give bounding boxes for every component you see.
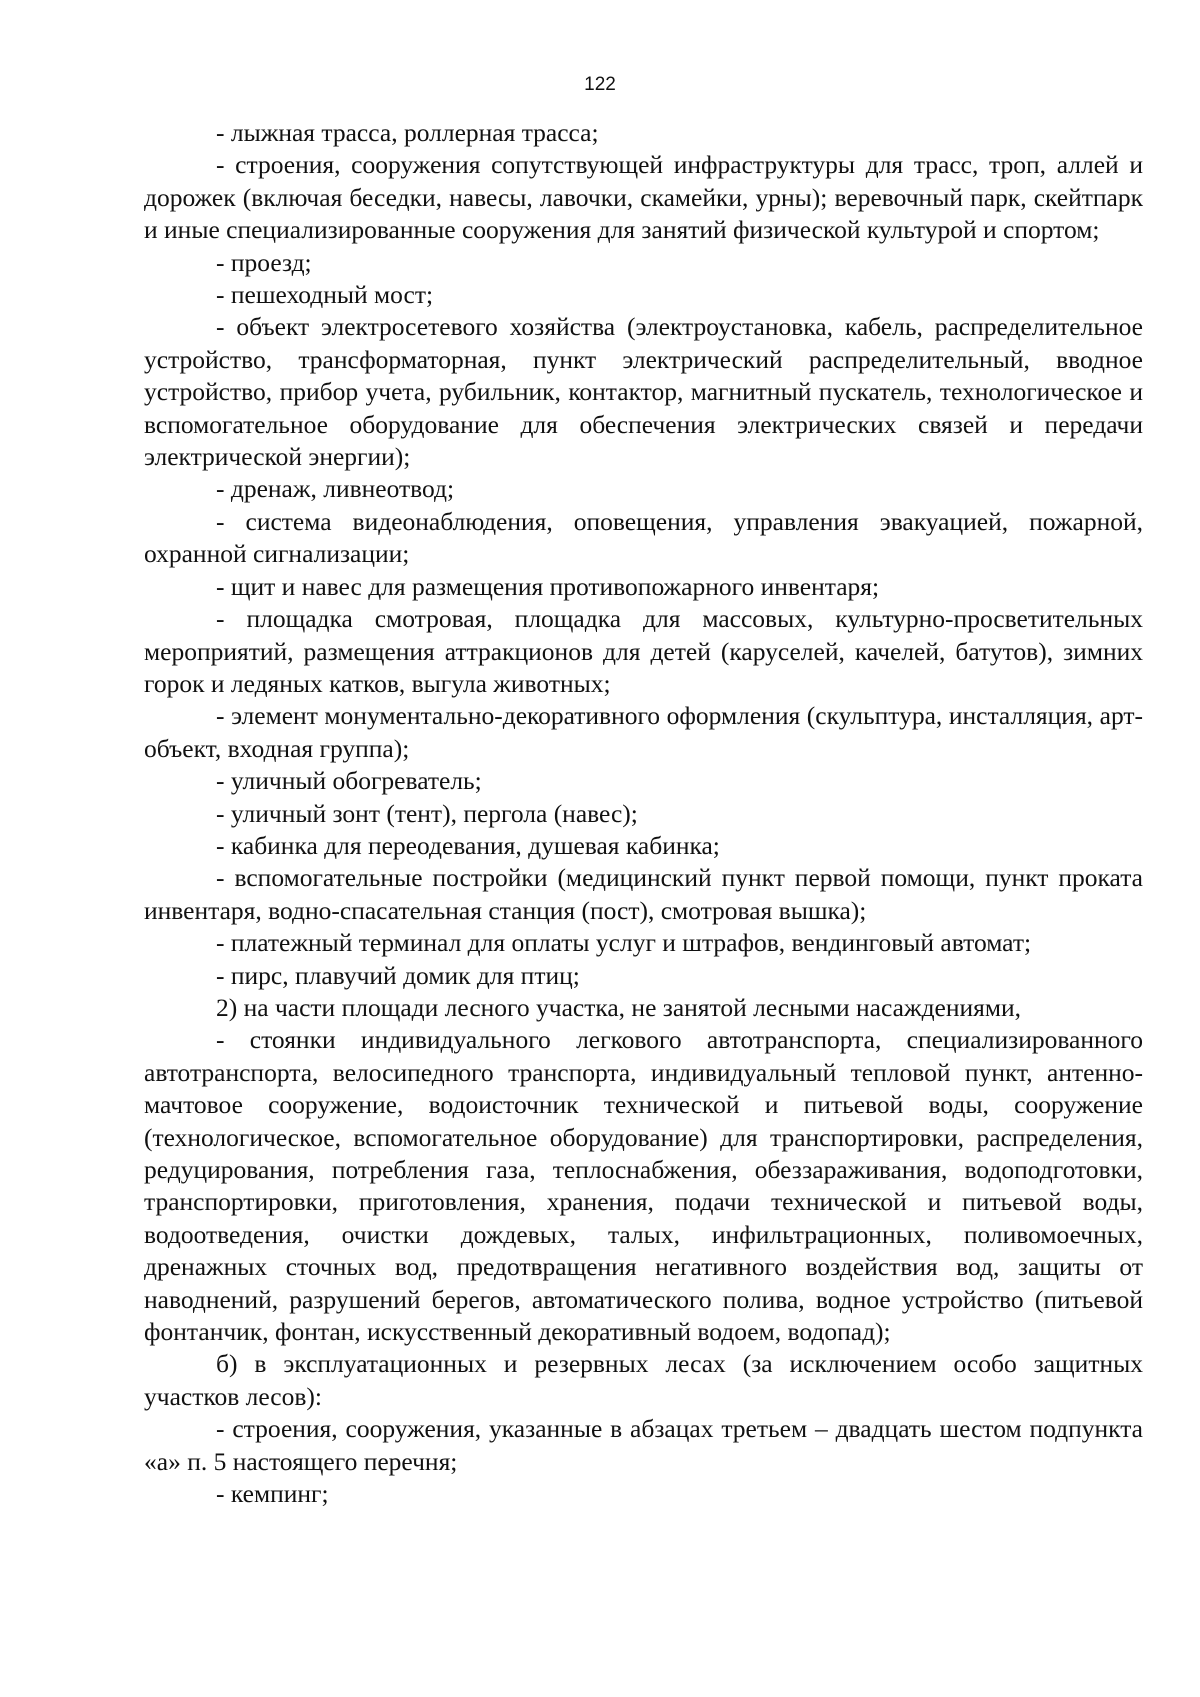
paragraph: - строения, сооружения сопутствующей инфраструктуры для трасс, троп, аллей и дорожек (включая беседки, навесы, лавочки, скамейки, урны); веревочный парк, скейтпарк и иные специализированные сооружения для занятий физической культурой и спортом; <box>144 150 1143 245</box>
paragraph: - система видеонаблюдения, оповещения, управления эвакуацией, пожарной, охранной сигнализации; <box>144 506 1143 569</box>
paragraph: - щит и навес для размещения противопожарного инвентаря; <box>216 571 880 601</box>
paragraph: - проезд; <box>216 247 312 277</box>
paragraph: - уличный обогреватель; <box>216 766 482 796</box>
document-body <box>144 117 1143 1510</box>
paragraph: - вспомогательные постройки (медицинский пункт первой помощи, пункт проката инвентаря, водно-спасательная станция (пост), смотровая вышка); <box>144 863 1143 925</box>
page-number: 122 <box>584 74 616 95</box>
paragraph: 2) на части площади лесного участка, не занятой лесными насаждениями, <box>216 992 1022 1022</box>
paragraph: - пирс, плавучий домик для птиц; <box>216 960 580 990</box>
paragraph: - пешеходный мост; <box>216 280 434 310</box>
paragraph: б) в эксплуатационных и резервных лесах (за исключением особо защитных участков лесов): <box>144 1349 1143 1411</box>
paragraph: - площадка смотровая, площадка для массовых, культурно-просветительных мероприятий, размещения аттракционов для детей (каруселей, качелей, батутов), зимних горок и ледяных катков, выгула животных; <box>144 604 1143 698</box>
paragraph: - кемпинг; <box>216 1479 329 1509</box>
paragraph: - элемент монументально-декоративного оформления (скульптура, инсталляция, арт-объект, входная группа); <box>144 701 1143 763</box>
paragraph: - лыжная трасса, роллерная трасса; <box>216 118 599 147</box>
paragraph: - объект электросетевого хозяйства (электроустановка, кабель, распределительное устройство, трансформаторная, пункт электрический распределительный, вводное устройство, прибор учета, рубильник, контактор, магнитный пускатель, технологическое и вспомогательное оборудование для обеспечения электрических связей и передачи электрической энергии); <box>144 312 1143 472</box>
paragraph: - уличный зонт (тент), пергола (навес); <box>216 798 638 828</box>
paragraph: - платежный терминал для оплаты услуг и штрафов, вендинговый автомат; <box>216 928 1032 958</box>
paragraph: - кабинка для переодевания, душевая кабинка; <box>216 830 720 860</box>
paragraph: - дренаж, ливнеотвод; <box>216 474 455 504</box>
paragraph: - стоянки индивидуального легкового автотранспорта, специализированного автотранспорта, велосипедного транспорта, индивидуальный тепловой пункт, антенно-мачтовое сооружение, водоисточник технической и питьевой воды, сооружение (технологическое, вспомогательное оборудование) для транспортировки, распределения, редуцирования, потребления газа, теплоснабжения, обеззараживания, водоподготовки, транспортировки, приготовления, хранения, подачи технической и питьевой воды, водоотведения, очистки дождевых, талых, инфильтрационных, поливомоечных, дренажных сточных вод, предотвращения негативного воздействия вод, защиты от наводнений, разрушений берегов, автоматического полива, водное устройство (питьевой фонтанчик, фонтан, искусственный декоративный водоем, водопад); <box>144 1025 1143 1347</box>
paragraph: - строения, сооружения, указанные в абзацах третьем – двадцать шестом подпункта «а» п. 5 настоящего перечня; <box>144 1414 1143 1476</box>
